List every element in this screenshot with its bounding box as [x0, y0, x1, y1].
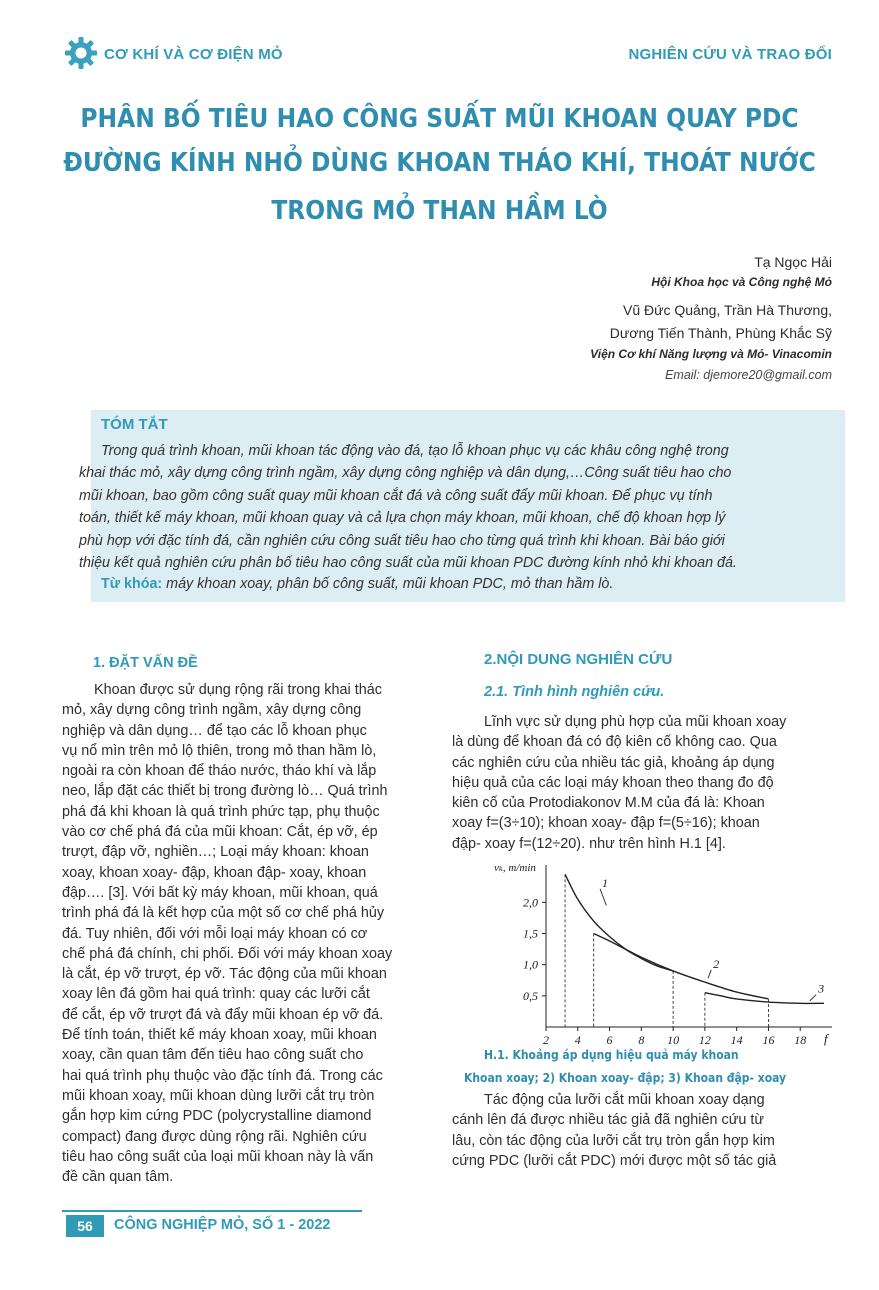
- body-line: đá. Tuy nhiên, đối với mỗi loại máy khoan có cơ: [62, 925, 368, 942]
- body-line: là dùng để khoan đá có độ kiên cố không cao. Qua: [452, 734, 777, 751]
- x-tick-label: 4: [574, 1033, 581, 1047]
- body-line: xoay lên đá gồm hai quá trình: quay các lưỡi cắt: [62, 986, 370, 1003]
- body-line: các nghiên cứu của nhiều tác giả, khoảng áp dụng: [452, 754, 775, 771]
- x-tick-label: 18: [794, 1033, 807, 1047]
- category-label: NGHIÊN CỨU VÀ TRAO ĐỔI: [628, 46, 832, 63]
- keywords-label: Từ khóa:: [101, 576, 163, 592]
- body-line: cứng PDC (lưỡi cắt PDC) mới được một số tác giả: [452, 1152, 777, 1169]
- x-tick-label: 12: [698, 1033, 711, 1047]
- series-2-line: [594, 934, 769, 999]
- x-tick-label: 8: [638, 1033, 645, 1047]
- title-line-1: PHÂN BỐ TIÊU HAO CÔNG SUẤT MŨI KHOAN QUAY PDC: [80, 104, 799, 134]
- y-axis-label: vₖ, m/min: [494, 862, 536, 874]
- gear-icon: [64, 36, 98, 70]
- body-line: đập- xoay f=(12÷20). như trên hình H.1 [4].: [452, 835, 726, 852]
- series-1-line: [565, 874, 673, 971]
- y-tick-label: 0,5: [523, 988, 538, 1003]
- body-line: Lĩnh vực sử dụng phù hợp của mũi khoan xoay: [484, 714, 787, 730]
- curve-2-leader: [708, 970, 711, 979]
- x-axis-label: f: [824, 1031, 828, 1046]
- body-line: xoay f=(3÷10); khoan xoay- đập f=(5÷16); khoan: [452, 815, 760, 832]
- figure-caption-line-2: Khoan xoay; 2) Khoan xoay- đập; 3) Khoan đập- xoay: [464, 1071, 787, 1085]
- author-1-affiliation: Hội Khoa học và Công nghệ Mỏ: [651, 275, 832, 289]
- body-line: compact) đang được dùng rộng rãi. Nghiên cứu: [62, 1128, 367, 1145]
- body-line: neo, lắp đặt các thiết bị trong đường lò… Quá trình: [62, 783, 388, 800]
- x-tick-label: 16: [762, 1033, 775, 1047]
- section-label: CƠ KHÍ VÀ CƠ ĐIỆN MỎ: [104, 46, 283, 63]
- authors-2-affiliation: Viện Cơ khí Năng lượng và Mỏ- Vinacomin: [590, 347, 832, 361]
- section-2-body-bottom: [452, 1090, 835, 1171]
- body-line: mỏ, xây dựng công trình ngầm, xây dựng công: [62, 702, 362, 719]
- author-email: Email: djemore20@gmail.com: [665, 368, 832, 382]
- body-line: nghiệp và dân dụng… để tạo các lỗ khoan phục: [62, 722, 367, 739]
- body-line: xoay, khoan xoay- đập, khoan đập- xoay, khoan: [62, 864, 367, 881]
- y-tick-label: 1,0: [523, 957, 538, 972]
- body-line: phá đá khi khoan là quá trình phức tạp, phụ thuộc: [62, 803, 380, 820]
- abstract-line: mũi khoan, bao gồm công suất quay mũi khoan cắt đá và công suất đẩy mũi khoan. Để phục vụ tính: [79, 487, 713, 504]
- body-line: ngoài ra còn khoan để tháo nước, tháo khí và lắp: [62, 763, 377, 780]
- body-line: vào cơ chế phá đá của mũi khoan: Cắt, ép vỡ, ép: [62, 824, 378, 841]
- body-line: gắn hợp kim cứng PDC (polycrystalline diamond: [62, 1108, 372, 1125]
- x-tick-label: 6: [606, 1033, 613, 1047]
- keywords: [101, 576, 613, 592]
- abstract-text: [79, 440, 827, 574]
- x-tick-label: 14: [730, 1033, 743, 1047]
- authors-2-line-2: Dương Tiến Thành, Phùng Khắc Sỹ: [609, 325, 832, 341]
- body-line: mũi khoan xoay, mũi khoan dùng lưỡi cắt trụ tròn: [62, 1087, 375, 1104]
- body-line: trượt, đập vỡ, nghiền…; Loại máy khoan: khoan: [62, 844, 369, 861]
- y-tick-label: 1,5: [523, 926, 538, 941]
- section-1-heading: 1. ĐẶT VẤN ĐỀ: [93, 655, 198, 671]
- body-line: tiêu hao công suất của loại mũi khoan này là vấn: [62, 1148, 374, 1165]
- body-line: lâu, còn tác động của lưỡi cắt trụ tròn gắn hợp kim: [452, 1132, 775, 1149]
- x-tick-label: 10: [667, 1033, 680, 1047]
- body-line: Tác động của lưỡi cắt mũi khoan xoay dạng: [484, 1092, 765, 1108]
- curve-label-2: 2: [713, 956, 720, 971]
- figure-caption-line-1: H.1. Khoảng áp dụng hiệu quả máy khoan: [484, 1048, 739, 1062]
- body-line: hiệu quả của các loại máy khoan theo thang đo độ: [452, 774, 774, 791]
- body-line: đập…. [3]. Với bất kỳ máy khoan, mũi khoan, quá: [62, 884, 378, 901]
- keywords-text: máy khoan xoay, phân bố công suất, mũi khoan PDC, mỏ than hầm lò.: [162, 576, 614, 592]
- section-2-heading: 2.NỘI DUNG NGHIÊN CỨU: [484, 651, 673, 668]
- abstract-line: phù hợp với đặc tính đá, cần nghiên cứu công suất tiêu hao cho từng quá trình khi khoan. Bài báo giới: [79, 532, 725, 549]
- figure-h1-chart: [490, 855, 840, 1050]
- body-line: vụ nổ mìn trên mỏ lộ thiên, trong mỏ than hầm lò,: [62, 742, 377, 759]
- curve-label-3: 3: [818, 981, 825, 996]
- authors-2-line-1: Vũ Đức Quảng, Trần Hà Thương,: [623, 302, 832, 318]
- y-tick-label: 2,0: [523, 895, 538, 910]
- body-line: xoay, cần quan tâm đến tiêu hao công suất cho: [62, 1047, 364, 1064]
- curve-3-leader: [810, 995, 816, 1001]
- author-1: Tạ Ngọc Hải: [754, 254, 832, 270]
- abstract-line: toán, thiết kế máy khoan, mũi khoan quay và cả lựa chọn máy khoan, mũi khoan, chế độ khoan hợp lý: [79, 510, 726, 527]
- body-line: trình phá đá là kết hợp của một số cơ chế phá hủy: [62, 905, 385, 922]
- body-line: Khoan được sử dụng rộng rãi trong khai thác: [94, 682, 382, 698]
- page-number: 56: [66, 1215, 104, 1237]
- abstract-line: Trong quá trình khoan, mũi khoan tác động vào đá, tạo lỗ khoan phục vụ các khâu công nghệ trong: [101, 443, 729, 459]
- x-tick-label: 2: [543, 1033, 549, 1047]
- journal-name: CÔNG NGHIỆP MỎ, SỐ 1 - 2022: [114, 1217, 331, 1233]
- subsection-2-1-heading: 2.1. Tình hình nghiên cứu.: [484, 684, 665, 700]
- body-line: kiên cố của Protodiakonov M.M của đá là: Khoan: [452, 795, 765, 812]
- section-2-body-top: [452, 712, 835, 854]
- footer-line: [62, 1210, 362, 1212]
- body-line: là cắt, ép vỡ trượt, ép vỡ. Tác động của mũi khoan: [62, 966, 387, 983]
- body-line: chế phá đá chính, chi phối. Đối với máy khoan xoay: [62, 945, 393, 962]
- body-line: để cắt, ép vỡ trượt đá và đẩy mũi khoan ép vỡ đá.: [62, 1006, 384, 1023]
- body-line: cánh lên đá được nhiều tác giả đã nghiên cứu từ: [452, 1112, 764, 1129]
- abstract-heading: TÓM TẮT: [101, 416, 168, 433]
- title-line-2: ĐƯỜNG KÍNH NHỎ DÙNG KHOAN THÁO KHÍ, THOÁT NƯỚC: [63, 148, 816, 178]
- curve-1-leader: [600, 889, 606, 906]
- curve-label-1: 1: [602, 875, 609, 890]
- body-line: Để tính toán, thiết kế máy khoan xoay, mũi khoan: [62, 1027, 377, 1044]
- body-line: đề cần quan tâm.: [62, 1169, 174, 1186]
- abstract-line: thiệu kết quả nghiên cứu phân bố tiêu hao công suất của mũi khoan PDC đường kính nhỏ khi khoan đá.: [79, 555, 737, 572]
- section-1-body: [62, 680, 440, 1187]
- abstract-line: khai thác mỏ, xây dựng công trình ngầm, xây dựng công nghiệp và dân dụng,…Công suất tiêu hao cho: [79, 465, 732, 482]
- body-line: hai quá trình phụ thuộc vào đặc tính đá. Trong các: [62, 1067, 383, 1084]
- title-line-3: TRONG MỎ THAN HẦM LÒ: [271, 196, 608, 226]
